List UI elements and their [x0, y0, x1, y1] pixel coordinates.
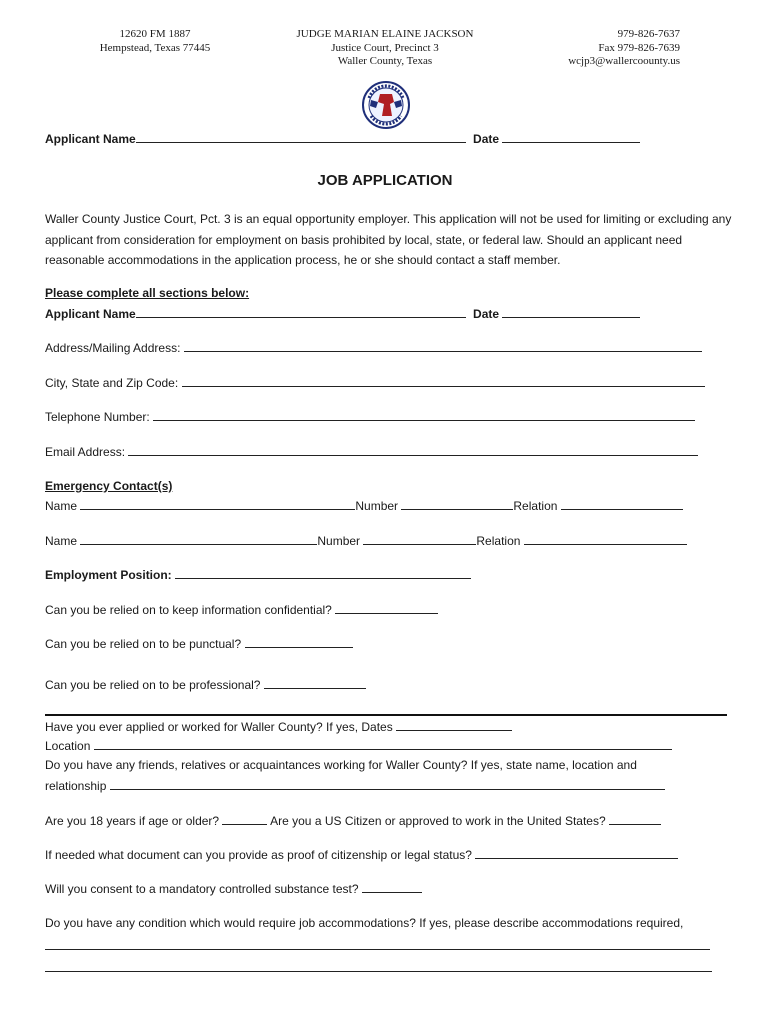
employment-position-blank[interactable] [175, 567, 471, 579]
citizen-question: Are you a US Citizen or approved to work in the United States? [270, 814, 606, 828]
contact-number-label: Number [355, 499, 399, 513]
fax-number: Fax 979-826-7639 [598, 41, 680, 54]
applicant-name-label: Applicant Name [45, 132, 136, 146]
address-row [45, 340, 702, 355]
citizen-blank[interactable] [609, 813, 661, 825]
contact-number-blank[interactable] [401, 498, 513, 510]
emergency-contact-row [45, 498, 683, 513]
email-address: wcjp3@wallercoounty.us [568, 55, 680, 67]
substance-blank[interactable] [362, 881, 422, 893]
contact-number-label: Number [317, 534, 361, 548]
confidential-row [45, 602, 438, 617]
punctual-blank[interactable] [245, 636, 353, 648]
contact-relation-blank[interactable] [524, 533, 687, 545]
substance-question: Will you consent to a mandatory controlled substance test? [45, 882, 359, 896]
court-county: Waller County, Texas [337, 55, 433, 67]
eligibility-row [45, 813, 661, 828]
applicant-name-blank[interactable] [136, 131, 466, 143]
date-label: Date [473, 132, 500, 146]
email-row [45, 444, 698, 459]
city-label: City, State and Zip Code: [45, 376, 179, 390]
location-label: Location [45, 739, 91, 753]
date-label: Date [473, 307, 500, 321]
city-blank[interactable] [182, 375, 705, 387]
section-divider [45, 714, 727, 716]
applied-row [45, 719, 512, 734]
court-address [60, 28, 250, 55]
employment-position-label: Employment Position: [45, 568, 172, 582]
judge-info [270, 28, 500, 69]
accommodations-question: Do you have any condition which would require job accommodations? If yes, please describe accommodations required, [45, 916, 684, 930]
age-question: Are you 18 years if age or older? [45, 814, 220, 828]
confidential-question: Can you be relied on to keep information confidential? [45, 603, 332, 617]
employment-row [45, 567, 471, 582]
contact-name-blank[interactable] [80, 533, 317, 545]
age-blank[interactable] [222, 813, 267, 825]
accommodations-blank-2[interactable] [45, 960, 712, 972]
county-seal-icon [361, 80, 411, 130]
phone-row [45, 409, 695, 424]
city-row [45, 375, 705, 390]
relationship-blank[interactable] [110, 778, 665, 790]
phone-blank[interactable] [153, 409, 695, 421]
date-blank[interactable] [502, 306, 640, 318]
location-blank[interactable] [94, 738, 672, 750]
relationship-row [45, 778, 665, 793]
address-line-2: Hempstead, Texas 77445 [99, 41, 211, 54]
date-blank[interactable] [502, 131, 640, 143]
applicant-name-label: Applicant Name [45, 307, 136, 321]
document-blank[interactable] [475, 847, 678, 859]
contact-info [540, 28, 680, 69]
punctual-row [45, 636, 353, 651]
email-label: Email Address: [45, 445, 126, 459]
applied-dates-blank[interactable] [396, 719, 512, 731]
contact-number-blank[interactable] [363, 533, 476, 545]
eeo-statement: Waller County Justice Court, Pct. 3 is an equal opportunity employer. This application will not be used for limiting or excluding any applicant from consideration for employment on basis prohibited by local, state, or federal law. Should an applicant need reasonable accommodations in the application process, he or she should contact a staff member. [45, 212, 732, 267]
address-blank[interactable] [184, 340, 702, 352]
court-precinct: Justice Court, Precinct 3 [331, 41, 439, 54]
document-row [45, 847, 678, 862]
sections-heading: Please complete all sections below: [45, 286, 250, 300]
professional-question: Can you be relied on to be professional? [45, 678, 261, 692]
substance-row [45, 881, 422, 896]
contact-relation-label: Relation [476, 534, 521, 548]
applied-question: Have you ever applied or worked for Waller County? If yes, Dates [45, 720, 393, 734]
emergency-contact-row [45, 533, 687, 548]
location-row [45, 738, 672, 753]
professional-blank[interactable] [264, 677, 366, 689]
accommodations-blank-1[interactable] [45, 938, 710, 950]
contact-name-label: Name [45, 534, 78, 548]
relationship-label: relationship [45, 779, 107, 793]
applicant-row [45, 306, 640, 321]
contact-relation-label: Relation [513, 499, 558, 513]
top-applicant-row [45, 131, 640, 146]
document-question: If needed what document can you provide as proof of citizenship or legal status? [45, 848, 472, 862]
contact-relation-blank[interactable] [561, 498, 683, 510]
applicant-name-blank[interactable] [136, 306, 466, 318]
phone-label: Telephone Number: [45, 410, 150, 424]
phone-number: 979-826-7637 [617, 28, 680, 40]
professional-row [45, 677, 366, 692]
email-blank[interactable] [128, 444, 698, 456]
punctual-question: Can you be relied on to be punctual? [45, 637, 242, 651]
contact-name-blank[interactable] [80, 498, 355, 510]
form-title: JOB APPLICATION [317, 172, 453, 189]
address-label: Address/Mailing Address: [45, 341, 181, 355]
contact-name-label: Name [45, 499, 78, 513]
relatives-question: Do you have any friends, relatives or acquaintances working for Waller County? If yes, state name, location and [45, 758, 637, 772]
judge-name: JUDGE MARIAN ELAINE JACKSON [296, 28, 474, 40]
emergency-heading: Emergency Contact(s) [45, 479, 173, 493]
confidential-blank[interactable] [335, 602, 438, 614]
address-line-1: 12620 FM 1887 [119, 28, 191, 40]
